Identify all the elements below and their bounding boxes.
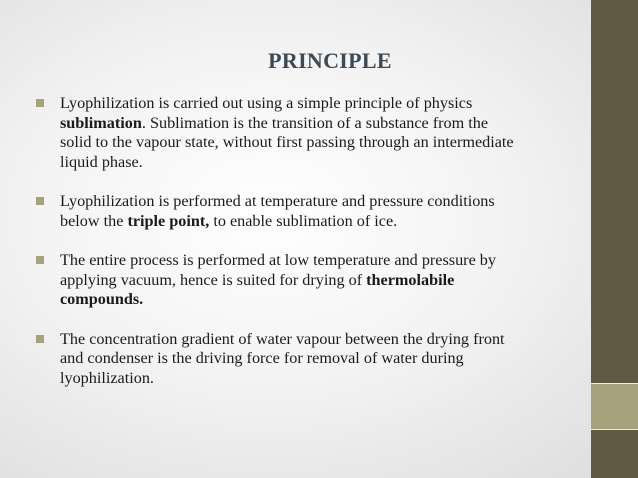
- right-accent-block-dark: [591, 429, 638, 478]
- slide-title: PRINCIPLE: [268, 48, 392, 73]
- square-bullet-icon: [36, 197, 44, 205]
- bullet-text-line: [60, 251, 598, 271]
- bold-term: triple point,: [127, 211, 210, 230]
- bold-term: thermolabile: [366, 270, 455, 289]
- bullet-text-line: [60, 349, 598, 369]
- bullet-text: Lyophilization is carried out using a simple principle of physics: [60, 94, 473, 112]
- bullet-item: [36, 330, 598, 389]
- bullet-item: [36, 251, 598, 310]
- bullet-text: lyophilization.: [60, 368, 154, 387]
- bullet-text-line: [60, 94, 598, 114]
- bullet-text-line: [60, 271, 598, 291]
- bullet-text-line: [60, 290, 598, 310]
- bullet-text-line: [60, 114, 598, 134]
- bullet-text-line: [60, 330, 598, 350]
- bold-term: compounds.: [60, 290, 144, 308]
- square-bullet-icon: [36, 99, 44, 107]
- bullet-item: [36, 94, 598, 172]
- square-bullet-icon: [36, 335, 44, 343]
- bullet-text: Lyophilization is performed at temperature and pressure conditions: [60, 192, 495, 210]
- bullet-text: . Sublimation is the transition of a substance from the: [141, 113, 489, 132]
- right-accent-block-light: [591, 383, 638, 429]
- bullet-text: liquid phase.: [60, 152, 143, 171]
- bullet-list: [36, 94, 598, 408]
- right-accent-divider: [591, 429, 638, 430]
- bullet-text: The entire process is performed at low temperature and pressure by: [60, 251, 496, 269]
- bullet-text-line: [60, 192, 598, 212]
- bullet-text: applying vacuum, hence is suited for drying of: [60, 270, 367, 289]
- bullet-text: to enable sublimation of ice.: [209, 211, 398, 230]
- bullet-text: The concentration gradient of water vapour between the drying front: [60, 329, 505, 348]
- bullet-text-line: [60, 153, 598, 173]
- bullet-text-line: [60, 212, 598, 232]
- square-bullet-icon: [36, 256, 44, 264]
- bullet-text: below the: [60, 211, 128, 230]
- bullet-text: solid to the vapour state, without first passing through an intermediate: [60, 133, 514, 151]
- bullet-text-line: [60, 133, 598, 153]
- bullet-item: [36, 192, 598, 231]
- right-accent-divider: [591, 383, 638, 384]
- bullet-text: and condenser is the driving force for removal of water during: [60, 349, 464, 367]
- bullet-text-line: [60, 369, 598, 389]
- bold-term: sublimation: [60, 113, 142, 132]
